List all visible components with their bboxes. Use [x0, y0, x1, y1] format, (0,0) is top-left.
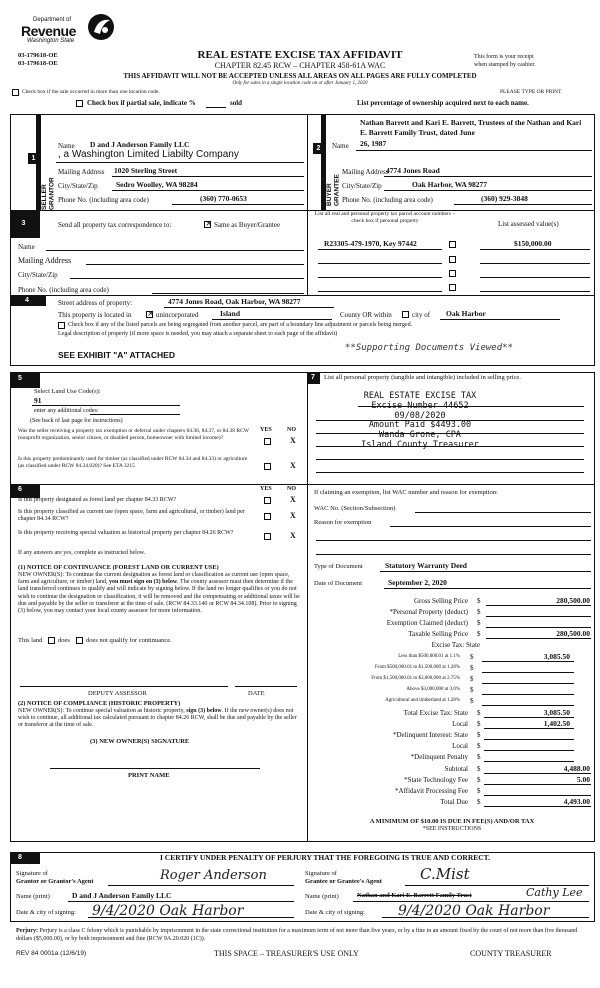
total-label: Subtotal	[444, 765, 468, 773]
price-row-label: Gross Selling Price	[413, 597, 468, 605]
notice-1-text: NEW OWNER(S): To continue the current designation as forest land or classification as current use (open space, farm and agriculture, or timber) land, you must sign on (3) below. The county assessor must then determine if the land transferred continues to qualify and will indicate by signing below. If the land no longer qualifies or you do not wish to continue the designation or classification, it will be removed and the compensating or additional taxes will be due and payable by the seller or transferor at the time of sale. (RCW 84.33.140 or RCW 84.34.108). Prior to signing (3) below, you may contact your local county assessor for more information.	[18, 572, 300, 614]
total-label: *Delinquent Penalty	[410, 753, 468, 761]
does-not-checkbox[interactable]	[76, 637, 83, 644]
s5-no-header: NO	[287, 427, 296, 433]
doc-date-label: Date of Document	[314, 580, 363, 587]
dollar-sign: $	[477, 753, 481, 761]
dollar-sign: $	[470, 697, 474, 705]
receipt-note-1: This form is your receipt	[474, 54, 534, 60]
additional-codes-label: enter any additional codes:	[34, 408, 99, 414]
total-label: Total Due	[440, 798, 468, 806]
wac-label: WAC No. (Section/Subsection)	[314, 505, 396, 512]
buyer-city-label: City/State/Zip	[342, 182, 382, 190]
bracket-label: From $500,000.01 to $1,500,000 at 1.28%	[375, 665, 460, 670]
county-value: Island	[220, 309, 241, 318]
grantee-date-label: Date & city of signing:	[305, 909, 365, 916]
county-or-label: County OR within	[340, 311, 392, 319]
multi-location-label: Check box if the sale occurred in more than one location code.	[22, 89, 160, 95]
grantor-name-print: D and J Anderson Family LLC	[72, 891, 172, 900]
s6-no-header: NO	[287, 486, 296, 492]
grantee-date-city: 9/4/2020 Oak Harbor	[398, 903, 550, 919]
section-6-number: 6	[18, 486, 22, 493]
notice-2-title: (2) NOTICE OF COMPLIANCE (HISTORIC PROPERTY)	[18, 700, 181, 707]
s6-yes-header: YES	[260, 486, 272, 492]
stamp-line-4: Amount Paid $4493.00	[368, 420, 472, 431]
s5-q2-yes-checkbox[interactable]	[264, 463, 271, 470]
grantor-name-print-label: Name (print)	[16, 893, 50, 900]
parcel-3-personal-checkbox[interactable]	[449, 270, 456, 277]
seller-city-label: City/State/Zip	[58, 182, 98, 190]
s5-q1-yes-checkbox[interactable]	[264, 438, 271, 445]
dollar-sign: $	[477, 742, 481, 750]
s6-q2-no-mark: X	[290, 511, 296, 520]
parcel-header: List all real and personal property tax parcel account numbers – check box if personal property	[314, 211, 456, 224]
dollar-sign: $	[477, 720, 481, 728]
total-value: 4,493.00	[563, 797, 590, 806]
doc-type-label: Type of Document	[314, 563, 363, 570]
see-instructions-note: *SEE INSTRUCTIONS	[422, 826, 482, 832]
grantee-name-print: Nathan and Kari E. Barrett Family Trust	[357, 892, 472, 899]
section-5-number: 5	[18, 375, 22, 382]
dollar-sign: $	[477, 787, 481, 795]
agency-line1: Department of	[33, 17, 72, 23]
grantor-date-label: Date & city of signing:	[16, 909, 76, 916]
doc-date: September 2, 2020	[388, 578, 447, 587]
buyer-mailing: 4774 Jones Road	[386, 166, 440, 175]
revenue-logo-icon	[86, 12, 116, 42]
section-4-number: 4	[25, 297, 29, 304]
s6-q1-yes-checkbox[interactable]	[264, 497, 271, 504]
stamp-line-3: 09/08/2020	[394, 410, 446, 421]
grantee-name-handwritten: Cathy Lee	[526, 886, 583, 899]
buyer-city: Oak Harbor, WA 98277	[412, 180, 488, 189]
dollar-sign: $	[477, 709, 481, 717]
price-row-label: *Personal Property (deduct)	[389, 608, 468, 616]
total-value: 1,402.50	[543, 719, 570, 728]
s6-q3-yes-checkbox[interactable]	[264, 533, 271, 540]
parcel-4-personal-checkbox[interactable]	[449, 284, 456, 291]
multi-location-checkbox[interactable]	[12, 89, 19, 96]
receipt-note-2: when stamped by cashier.	[474, 62, 536, 68]
supporting-docs-stamp: **Supporting Documents Viewed**	[345, 343, 513, 353]
partial-sale-label: Check box if partial sale, indicate %	[87, 99, 196, 107]
treasurer-space-label: THIS SPACE – TREASURER'S USE ONLY	[214, 949, 359, 958]
exemption-note: If claiming an exemption, list WAC number and reason for exemption:	[314, 489, 498, 496]
s6-question-2: Is this property classified as current use (open space, farm and agricultural, or timber) land per chapter 84.34 RCW?	[18, 509, 245, 523]
price-row-label: Exemption Claimed (deduct)	[386, 619, 468, 627]
grantor-signature: Roger Anderson	[160, 868, 267, 883]
page-title: REAL ESTATE EXCISE TAX AFFIDAVIT	[197, 49, 403, 61]
assessed-header: List assessed value(s)	[498, 220, 559, 228]
grantee-name-print-label: Name (print)	[305, 893, 339, 900]
stamp-line-6: Island County Treasurer	[361, 439, 479, 450]
buyer-mailing-label: Mailing Address	[342, 168, 389, 176]
doc-type: Statutory Warranty Deed	[385, 561, 467, 570]
ownership-note: List percentage of ownership acquired next to each name.	[357, 99, 529, 107]
s5-yes-header: YES	[260, 427, 272, 433]
grantor-sig-label-2: Grantor or Grantor's Agent	[16, 878, 94, 885]
total-label: Local	[452, 720, 468, 728]
minimum-fee-note: A MINIMUM OF $10.00 IS DUE IN FEE(S) AND/OR TAX	[369, 818, 535, 825]
total-value: 5.00	[576, 775, 590, 784]
street-label: Street address of property:	[58, 299, 133, 307]
land-use-code: 91	[34, 396, 42, 405]
bracket-label: Above $3,000,000 at 3.0%	[406, 687, 460, 692]
total-label: *State Technology Fee	[404, 776, 468, 784]
seller-name-label: Name	[58, 142, 75, 150]
section-1-number: 1	[28, 153, 39, 164]
sold-label: sold	[230, 99, 243, 107]
section-3-number: 3	[18, 218, 29, 229]
street-address: 4774 Jones Road, Oak Harbor, WA 98277	[168, 297, 301, 306]
s5-q1-no-mark: X	[290, 436, 296, 445]
agency-logo-text: Revenue	[21, 23, 76, 39]
bracket-label: Agricultural and timberland at 1.28%	[385, 698, 460, 703]
does-not-label: does not qualify for continuance.	[86, 637, 172, 644]
reason-label: Reason for exemption	[314, 519, 372, 526]
dollar-sign: $	[470, 653, 474, 661]
land-use-label: Select Land Use Code(s):	[34, 388, 101, 395]
see-back-note: (See back of last page for instructions)	[30, 418, 123, 424]
s6-q3-no-mark: X	[290, 531, 296, 540]
ref-number-1: 03-179618-OE	[18, 52, 58, 59]
assessed-value-1: $150,000.00	[514, 239, 552, 248]
bracket-value: 3,085.50	[543, 652, 570, 661]
seller-mailing: 1020 Sterling Street	[114, 166, 178, 175]
dollar-sign: $	[470, 664, 474, 672]
s6-question-3: Is this property receiving special valuation as historical property per chapter 84.26 RCW?	[18, 530, 234, 536]
buyer-name-header: Nathan Barrett and Kari E. Barrett, Trustees of the Nathan and Kari E. Barrett Family Trust, dated June	[360, 118, 582, 138]
partial-sale-checkbox[interactable]	[76, 100, 83, 107]
parcel-1-personal-checkbox[interactable]	[449, 241, 456, 248]
this-land-label: This land	[18, 637, 43, 644]
parcel-2-personal-checkbox[interactable]	[449, 256, 456, 263]
price-row-label: Taxable Selling Price	[408, 630, 468, 638]
grantee-sig-label-2: Grantee or Grantee's Agent	[305, 878, 382, 885]
total-label: Local	[452, 742, 468, 750]
s6-question-1: Is this property designated as forest land per chapter 84.33 RCW?	[18, 497, 177, 503]
seller-name-line2: , a Washington Limited Liabilty Company	[58, 149, 239, 160]
page-subtitle: CHAPTER 82.45 RCW – CHAPTER 458-61A WAC	[214, 61, 386, 70]
dollar-sign: $	[477, 608, 481, 616]
notice-2-text: NEW OWNER(S): To continue special valuation as historic property, sign (3) below. If the new owner(s) does not wish to continue, all additional tax calculated pursuant to chapter 84.26 RCW, shall be due and payable by the seller or transferor at the time of sale.	[18, 708, 297, 729]
grantee-sig-label-1: Signature of	[305, 870, 337, 877]
correspondence-name-label: Name	[18, 243, 35, 251]
seller-phone-label: Phone No. (including area code)	[58, 196, 149, 204]
buyer-name-tail: 26, 1987	[360, 139, 387, 148]
s5-q2-no-mark: X	[290, 461, 296, 470]
segregated-label: Check box if any of the listed parcels are being segregated from another parcel, are part of a boundary line adjustment or parcels being merged.	[68, 322, 413, 328]
seller-mailing-label: Mailing Address	[58, 168, 105, 176]
personal-property-label: List all personal property (tangible and intangible) included in selling price.	[324, 374, 521, 381]
seller-city: Sedro Woolley, WA 98284	[116, 180, 198, 189]
grantor-sig-label-1: Signature of	[16, 870, 48, 877]
s6-q2-yes-checkbox[interactable]	[264, 513, 271, 520]
city-of-checkbox[interactable]	[402, 311, 409, 318]
buyer-name-label: Name	[332, 142, 349, 150]
form-id: REV 84 0001a (12/6/19)	[16, 950, 87, 957]
correspondence-mailing-label: Mailing Address	[18, 256, 72, 265]
certify-statement: I CERTIFY UNDER PENALTY OF PERJURY THAT THE FOREGOING IS TRUE AND CORRECT.	[159, 853, 490, 862]
notice-1-title: (1) NOTICE OF CONTINUANCE (FOREST LAND OR CURRENT USE)	[18, 564, 219, 571]
s5-question-1: Was the seller receiving a property tax exemption or deferral under chapters 84.36, 84.37, or 84.38 RCW (nonprofit organization, senior citizen, or disabled person, homeowner with limited income)?	[18, 428, 249, 441]
correspondence-label: Send all property tax correspondence to:	[58, 221, 172, 229]
s5-question-2: Is this property predominantly used for timber (as classified under RCW 84.34 and 84.33) or agriculture (as classified under RCW 84.34.020)? See ETA 3215	[18, 456, 248, 469]
city-value: Oak Harbor	[446, 309, 486, 318]
county-treasurer-label: COUNTY TREASURER	[470, 949, 552, 958]
print-name-label: PRINT NAME	[128, 772, 170, 779]
exhibit-reference: SEE EXHIBIT "A" ATTACHED	[58, 350, 175, 360]
new-owner-signature-label: (3) NEW OWNER(S) SIGNATURE	[90, 738, 190, 745]
stamp-line-2: Excise Number 44652	[371, 400, 469, 411]
unincorporated-label: unincorporated	[156, 311, 199, 319]
type-or-print: PLEASE TYPE OR PRINT	[500, 89, 562, 95]
legal-description-label: Legal description of property (if more space is needed, you may attach a separate sheet to each page of the affidavit)	[58, 331, 338, 337]
dollar-sign: $	[477, 731, 481, 739]
total-value: 3,085.50	[543, 708, 570, 717]
bracket-label: From $1,500,000.01 to $3,000,000 at 2.75%	[371, 676, 460, 681]
seller-name: D and J Anderson Family LLC	[90, 140, 190, 149]
total-value: 4,488.00	[563, 764, 590, 773]
segregated-checkbox[interactable]	[58, 322, 65, 329]
does-label: does	[58, 637, 70, 644]
dollar-sign: $	[477, 798, 481, 806]
dollar-sign: $	[470, 686, 474, 694]
dollar-sign: $	[477, 619, 481, 627]
same-as-buyer-label: Same as Buyer/Grantee	[214, 221, 281, 229]
dollar-sign: $	[477, 776, 481, 784]
section-7-number: 7	[311, 374, 315, 381]
dollar-sign: $	[477, 630, 481, 638]
same-as-buyer-checkbox[interactable]	[204, 221, 211, 228]
price-row-value: 280,500.00	[556, 629, 590, 638]
does-checkbox[interactable]	[48, 637, 55, 644]
correspondence-city-label: City/State/Zip	[18, 271, 58, 279]
located-in-label: This property is located in	[58, 311, 132, 319]
perjury-notice: Perjury: Perjury is a class C felony which is punishable by imprisonment in the state correctional institution for a maximum term of not more than five years, or by a fine in an amount fixed by the court of not more than five thousand dollars ($5,000.00), or by both imprisonment and fine (RCW 9A.20.020 (1C)).	[16, 928, 578, 942]
buyer-phone: (360) 929-3848	[481, 194, 528, 203]
seller-phone: (360) 770-0653	[200, 194, 247, 203]
deputy-date-label: DATE	[248, 690, 265, 697]
stamp-line-1: REAL ESTATE EXCISE TAX	[363, 391, 477, 401]
grantee-signature: C.Mist	[420, 865, 470, 883]
correspondence-phone-label: Phone No. (including area code)	[18, 286, 109, 294]
ref-number-2: 03-179618-OE	[18, 60, 58, 67]
grantor-date-city: 9/4/2020 Oak Harbor	[92, 903, 244, 919]
stamp-line-5: Wanda Grone, CPA	[379, 430, 461, 441]
seller-side-label: SELLER GRANTOR	[41, 177, 56, 210]
excise-tax-stamp	[340, 392, 500, 451]
dollar-sign: $	[477, 765, 481, 773]
city-of-label: city of	[412, 311, 431, 319]
s6-q1-no-mark: X	[290, 495, 296, 504]
excise-tax-state-label: Excise Tax: State	[431, 641, 480, 649]
parcel-1: R23305-479-1970, Key 97442	[324, 239, 417, 248]
total-label: Total Excise Tax: State	[403, 709, 468, 717]
bracket-label: Less than $500,000.01 at 1.1%	[398, 654, 460, 659]
total-label: *Delinquent Interest: State	[392, 731, 468, 739]
dollar-sign: $	[470, 675, 474, 683]
buyer-side-label: BUYER GRANTEE	[326, 174, 341, 206]
section-8-number: 8	[18, 854, 22, 861]
dollar-sign: $	[477, 597, 481, 605]
warning-text: THIS AFFIDAVIT WILL NOT BE ACCEPTED UNLESS ALL AREAS ON ALL PAGES ARE FULLY COMPLETED	[123, 72, 477, 80]
buyer-phone-label: Phone No. (including area code)	[342, 196, 433, 204]
if-yes-note: If any answers are yes, complete as instructed below.	[18, 550, 146, 556]
price-row-value: 280,500.00	[556, 596, 590, 605]
unincorporated-checkbox[interactable]	[146, 311, 153, 318]
total-label: *Affidavit Processing Fee	[395, 787, 468, 795]
agency-line3: Washington State	[27, 38, 75, 44]
only-for-note: Only for sales in a single location code on or after January 1, 2020	[232, 81, 368, 86]
section-2-number: 2	[313, 143, 324, 154]
deputy-assessor-label: DEPUTY ASSESSOR	[88, 690, 147, 697]
